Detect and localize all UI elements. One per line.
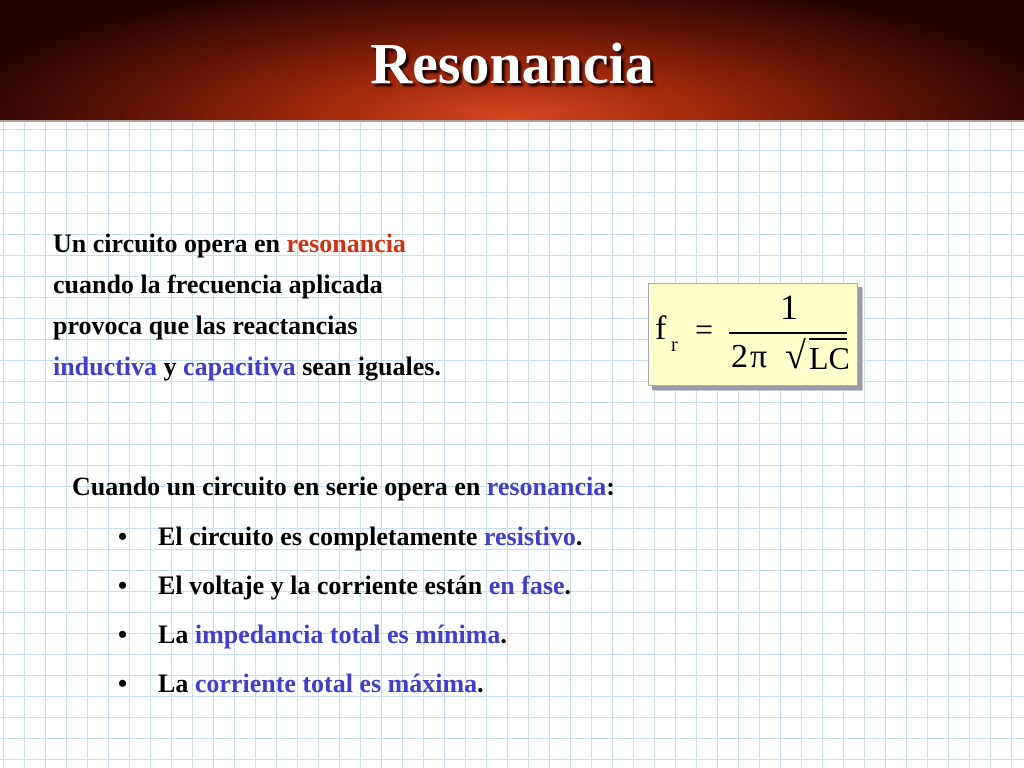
bullet-item [118, 665, 582, 714]
formula-f: f [655, 310, 667, 347]
section-heading [72, 472, 615, 502]
bullet-dot: • [118, 571, 128, 600]
bullet-highlight: impedancia total es mínima [194, 620, 501, 649]
intro-text-1: Un circuito opera en [53, 229, 287, 258]
section-highlight: resonancia [486, 472, 607, 501]
intro-paragraph [53, 223, 613, 387]
intro-highlight-inductiva: inductiva [53, 352, 158, 381]
formula-subscript-r: r [671, 334, 678, 356]
formula-equals: = [695, 311, 714, 347]
bullet-highlight: resistivo [483, 522, 576, 551]
bullet-dot: • [118, 620, 128, 649]
section-end: : [606, 472, 615, 501]
bullet-highlight: en fase [488, 571, 565, 600]
bullet-highlight: corriente total es máxima [194, 669, 478, 698]
intro-text-3: provoca que las reactancias [53, 311, 358, 340]
formula-two: 2 [731, 338, 748, 375]
resonance-formula-box [648, 283, 858, 386]
bullet-text: El circuito es completamente [158, 522, 484, 551]
bullet-end: . [477, 669, 484, 698]
intro-text-5: sean iguales. [295, 352, 441, 381]
bullet-text: La [158, 669, 195, 698]
bullet-text: La [158, 620, 195, 649]
bullet-item [118, 518, 582, 567]
title-bar [0, 0, 1024, 122]
bullet-list [118, 518, 582, 714]
bullet-text: El voltaje y la corriente están [158, 571, 489, 600]
formula-lc: LC [809, 340, 850, 376]
bullet-end: . [500, 620, 507, 649]
formula-numerator: 1 [780, 287, 798, 327]
intro-highlight-resonancia: resonancia [286, 229, 406, 258]
bullet-item [118, 567, 582, 616]
section-lead: Cuando un circuito en serie opera en [72, 472, 487, 501]
slide-title: Resonancia [370, 31, 654, 96]
formula-pi: π [750, 338, 768, 375]
intro-text-4: y [157, 352, 184, 381]
formula-radical: √ [785, 335, 806, 377]
bullet-dot: • [118, 669, 128, 698]
bullet-item [118, 616, 582, 665]
intro-highlight-capacitiva: capacitiva [183, 352, 296, 381]
bullet-dot: • [118, 522, 128, 551]
bullet-end: . [575, 522, 583, 551]
bullet-end: . [564, 571, 572, 600]
intro-text-2: cuando la frecuencia aplicada [53, 270, 383, 299]
